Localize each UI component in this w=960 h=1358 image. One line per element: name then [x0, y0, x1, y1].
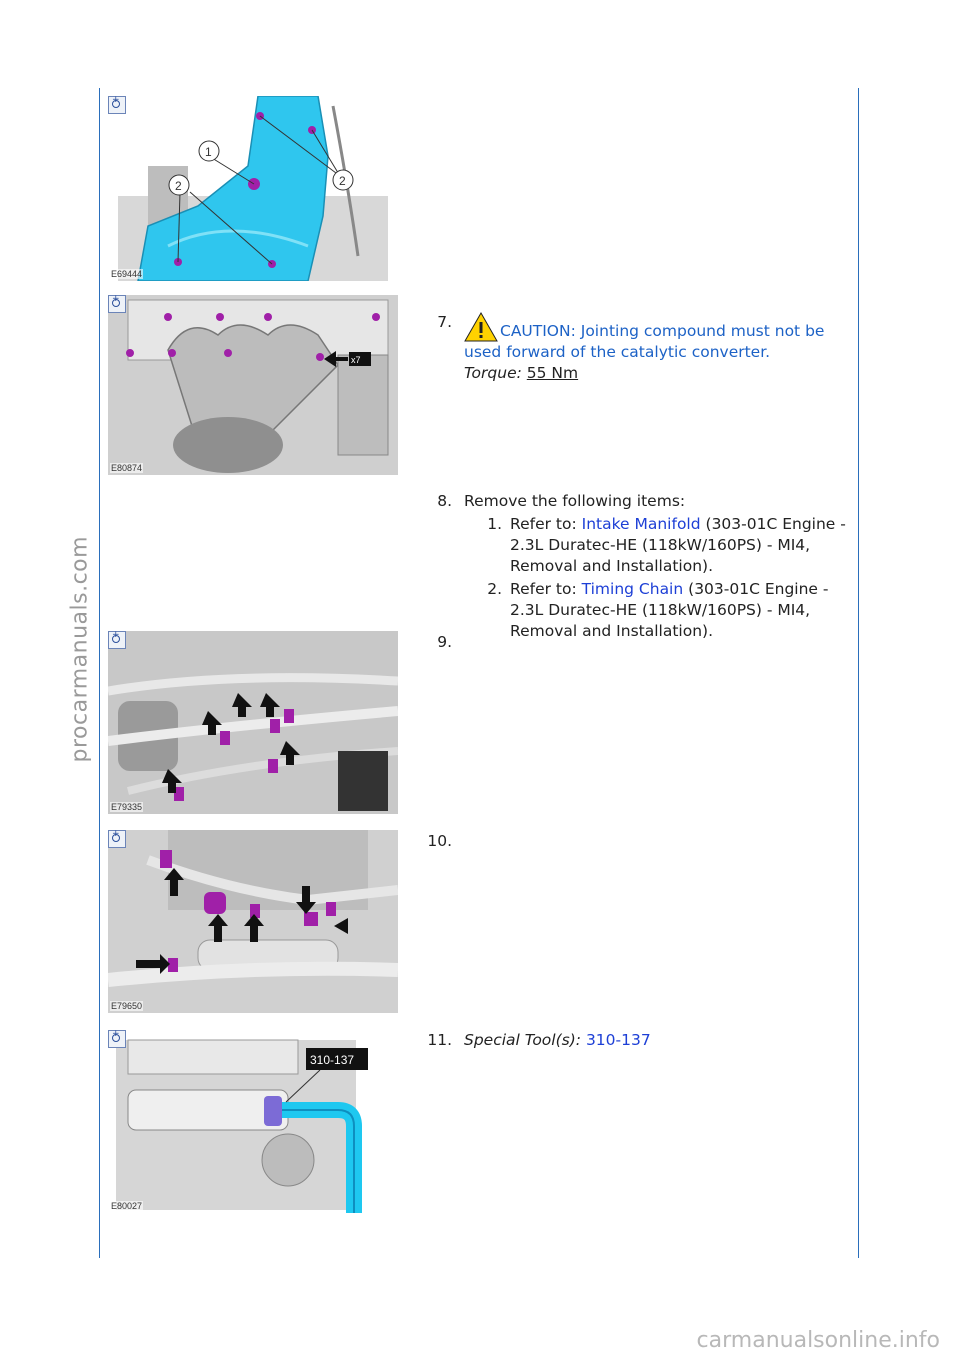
zoom-icon[interactable] [108, 295, 126, 313]
callout-x7: x7 [351, 355, 361, 365]
torque-line [464, 363, 854, 384]
right-rule [858, 88, 859, 1258]
zoom-icon[interactable] [108, 1030, 126, 1048]
callout-1: 1 [205, 145, 212, 159]
zoom-icon[interactable] [108, 96, 126, 114]
left-rule [99, 88, 100, 1258]
special-tool-link[interactable]: 310-137 [585, 1031, 651, 1049]
special-tool-illustration [108, 1030, 398, 1213]
bottom-watermark: carmanualsonline.info [696, 1328, 940, 1353]
step-number: 9. [437, 633, 452, 651]
zoom-icon[interactable] [108, 631, 126, 649]
sub-step-number: 2. [487, 580, 502, 598]
figure-id: E80874 [111, 463, 143, 473]
step-number: 8. [437, 492, 452, 510]
hoses-upper-illustration [108, 631, 398, 814]
sub-step: 2. Refer to: Timing Chain (303-01C Engine - 2.3L Duratec-HE (118kW/160PS) - MI4, Removal and Installation). [464, 579, 854, 642]
heat-shield-illustration [108, 96, 398, 281]
sub-step: 1. Refer to: Intake Manifold (303-01C Engine - 2.3L Duratec-HE (118kW/160PS) - MI4, Removal and Installation). [464, 514, 854, 577]
torque-label: Torque: [464, 364, 522, 382]
torque-value: 55 Nm [526, 364, 579, 382]
figure-special-tool [108, 1030, 398, 1213]
caution-text: CAUTION: Jointing compound must not be used forward of the catalytic converter. [464, 312, 854, 363]
figure-hoses-lower [108, 830, 398, 1013]
figure-id: E69444 [111, 269, 143, 279]
figure-id: E80027 [111, 1201, 143, 1211]
figure-hoses-upper [108, 631, 398, 814]
callout-2-right: 2 [339, 174, 346, 188]
step-number: 7. [437, 313, 452, 331]
special-tool-label: Special Tool(s): [464, 1031, 581, 1049]
step-intro: Remove the following items: [464, 492, 686, 510]
figure-id: E79650 [111, 1001, 143, 1011]
timing-chain-link[interactable]: Timing Chain [581, 580, 684, 598]
figure-exhaust-manifold [108, 295, 398, 475]
sub-step-number: 1. [487, 515, 502, 533]
step-number: 11. [427, 1031, 452, 1049]
side-watermark: procarmanuals.com [67, 535, 93, 763]
figure-id: E79335 [111, 802, 143, 812]
step-number: 10. [427, 832, 452, 850]
hoses-lower-illustration [108, 830, 398, 1013]
exhaust-manifold-illustration [108, 295, 398, 475]
figure-heat-shield [108, 96, 398, 281]
callout-2-left: 2 [175, 179, 182, 193]
intake-manifold-link[interactable]: Intake Manifold [581, 515, 701, 533]
warning-icon [464, 312, 498, 342]
zoom-icon[interactable] [108, 830, 126, 848]
callout-tool: 310-137 [310, 1053, 355, 1067]
